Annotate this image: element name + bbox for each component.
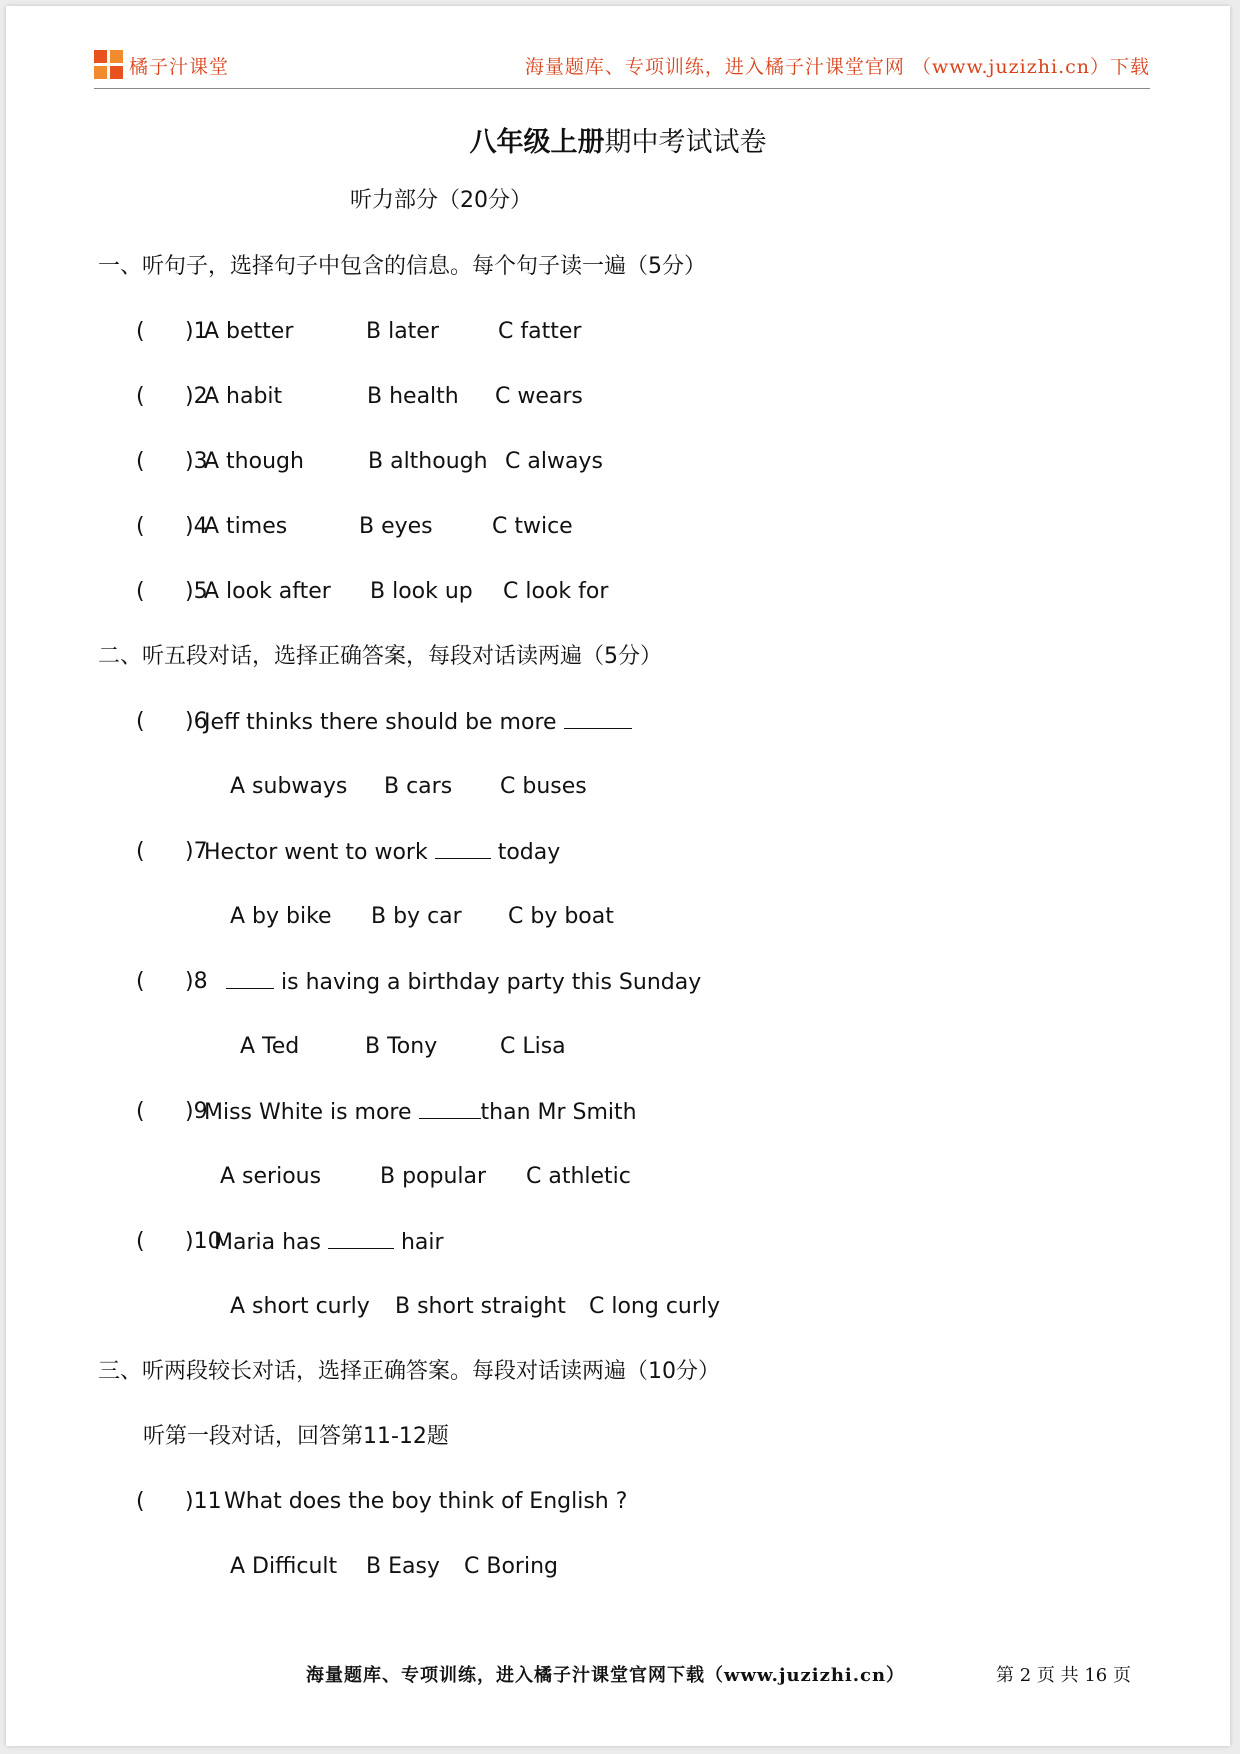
option-c: C athletic xyxy=(526,1164,631,1189)
question-number: )1 xyxy=(185,319,208,344)
section3-heading: 三、听两段较长对话，选择正确答案。每段对话读两遍（10分） xyxy=(98,1359,720,1384)
answer-paren: ( xyxy=(136,579,145,604)
question-stem-end: hair xyxy=(400,1230,444,1255)
question-stem: is having a birthday party this Sunday xyxy=(281,970,702,995)
option-b: B look up xyxy=(370,579,473,604)
option-a: A better xyxy=(204,319,294,344)
logo-icon xyxy=(94,50,124,80)
option-c: C fatter xyxy=(498,319,582,344)
question-stem-end: today xyxy=(497,840,561,865)
question-number: )10 xyxy=(185,1229,222,1254)
option-c: C Boring xyxy=(464,1554,558,1579)
footer-slogan: 海量题库、专项训练，进入橘子汁课堂官网下载（www.juzizhi.cn） xyxy=(306,1665,906,1686)
question-number: )7 xyxy=(185,839,208,864)
option-a: A look after xyxy=(204,579,331,604)
option-a: A serious xyxy=(220,1164,322,1189)
question-text xyxy=(204,708,632,737)
option-c: C wears xyxy=(495,384,583,409)
logo xyxy=(94,50,229,80)
option-a: A Difficult xyxy=(230,1554,338,1579)
answer-blank xyxy=(226,968,274,989)
option-b: B although xyxy=(368,449,488,474)
question-number: )8 xyxy=(185,969,208,994)
question-text: What does the boy think of English ? xyxy=(224,1489,628,1514)
question-stem: Maria has xyxy=(214,1230,321,1255)
title-rest: 期中考试试卷 xyxy=(604,127,767,158)
option-c: C Lisa xyxy=(500,1034,566,1059)
section1-heading: 一、听句子，选择句子中包含的信息。每个句子读一遍（5分） xyxy=(98,254,706,279)
question-number: )3 xyxy=(185,449,208,474)
question-number: )2 xyxy=(185,384,208,409)
question-number: )11 xyxy=(185,1489,222,1514)
option-a: A subways xyxy=(230,774,348,799)
question-number: )4 xyxy=(185,514,208,539)
question-text xyxy=(204,1098,637,1127)
option-a: A though xyxy=(204,449,304,474)
option-a: A by bike xyxy=(230,904,332,929)
page-number: 第 2 页 共 16 页 xyxy=(996,1665,1131,1686)
option-c: C long curly xyxy=(589,1294,721,1319)
question-text xyxy=(204,838,560,867)
section3-subheading: 听第一段对话，回答第11-12题 xyxy=(143,1424,449,1449)
option-b: B by car xyxy=(371,904,462,929)
exam-page xyxy=(6,6,1230,1746)
question-number: )6 xyxy=(185,709,208,734)
answer-paren: ( xyxy=(136,1099,145,1124)
answer-paren: ( xyxy=(136,1229,145,1254)
option-b: B later xyxy=(366,319,439,344)
question-text xyxy=(214,1228,444,1257)
answer-blank xyxy=(328,1228,394,1249)
question-stem-end: than Mr Smith xyxy=(480,1100,637,1125)
option-b: B short straight xyxy=(395,1294,566,1319)
title-bold: 八年级上册 xyxy=(469,127,605,158)
question-stem: Hector went to work xyxy=(204,840,428,865)
page-title xyxy=(6,120,1230,159)
answer-paren: ( xyxy=(136,709,145,734)
option-c: C always xyxy=(505,449,603,474)
option-b: B Easy xyxy=(366,1554,440,1579)
option-b: B Tony xyxy=(365,1034,438,1059)
question-number: )9 xyxy=(185,1099,208,1124)
header-slogan: 海量题库、专项训练，进入橘子汁课堂官网 （www.juzizhi.cn）下载 xyxy=(524,56,1150,78)
option-a: A short curly xyxy=(230,1294,370,1319)
question-stem: Jeff thinks there should be more xyxy=(204,710,557,735)
option-a: A times xyxy=(204,514,288,539)
answer-paren: ( xyxy=(136,319,145,344)
page-header xyxy=(94,46,1150,89)
logo-text: 橘子汁课堂 xyxy=(129,55,230,78)
answer-paren: ( xyxy=(136,514,145,539)
option-c: C buses xyxy=(500,774,587,799)
answer-paren: ( xyxy=(136,449,145,474)
option-c: C look for xyxy=(503,579,609,604)
option-a: A habit xyxy=(204,384,283,409)
option-b: B cars xyxy=(384,774,453,799)
answer-blank xyxy=(419,1098,481,1119)
answer-paren: ( xyxy=(136,969,145,994)
answer-blank xyxy=(564,708,632,729)
option-a: A Ted xyxy=(240,1034,300,1059)
option-b: B eyes xyxy=(359,514,433,539)
question-stem: Miss White is more xyxy=(204,1100,412,1125)
answer-blank xyxy=(435,838,491,859)
answer-paren: ( xyxy=(136,839,145,864)
question-number: )5 xyxy=(185,579,208,604)
option-b: B popular xyxy=(380,1164,487,1189)
question-text xyxy=(226,968,701,997)
option-c: C twice xyxy=(492,514,573,539)
option-b: B health xyxy=(367,384,459,409)
subtitle: 听力部分（20分） xyxy=(350,188,532,213)
answer-paren: ( xyxy=(136,1489,145,1514)
section2-heading: 二、听五段对话，选择正确答案，每段对话读两遍（5分） xyxy=(98,644,662,669)
answer-paren: ( xyxy=(136,384,145,409)
option-c: C by boat xyxy=(508,904,614,929)
